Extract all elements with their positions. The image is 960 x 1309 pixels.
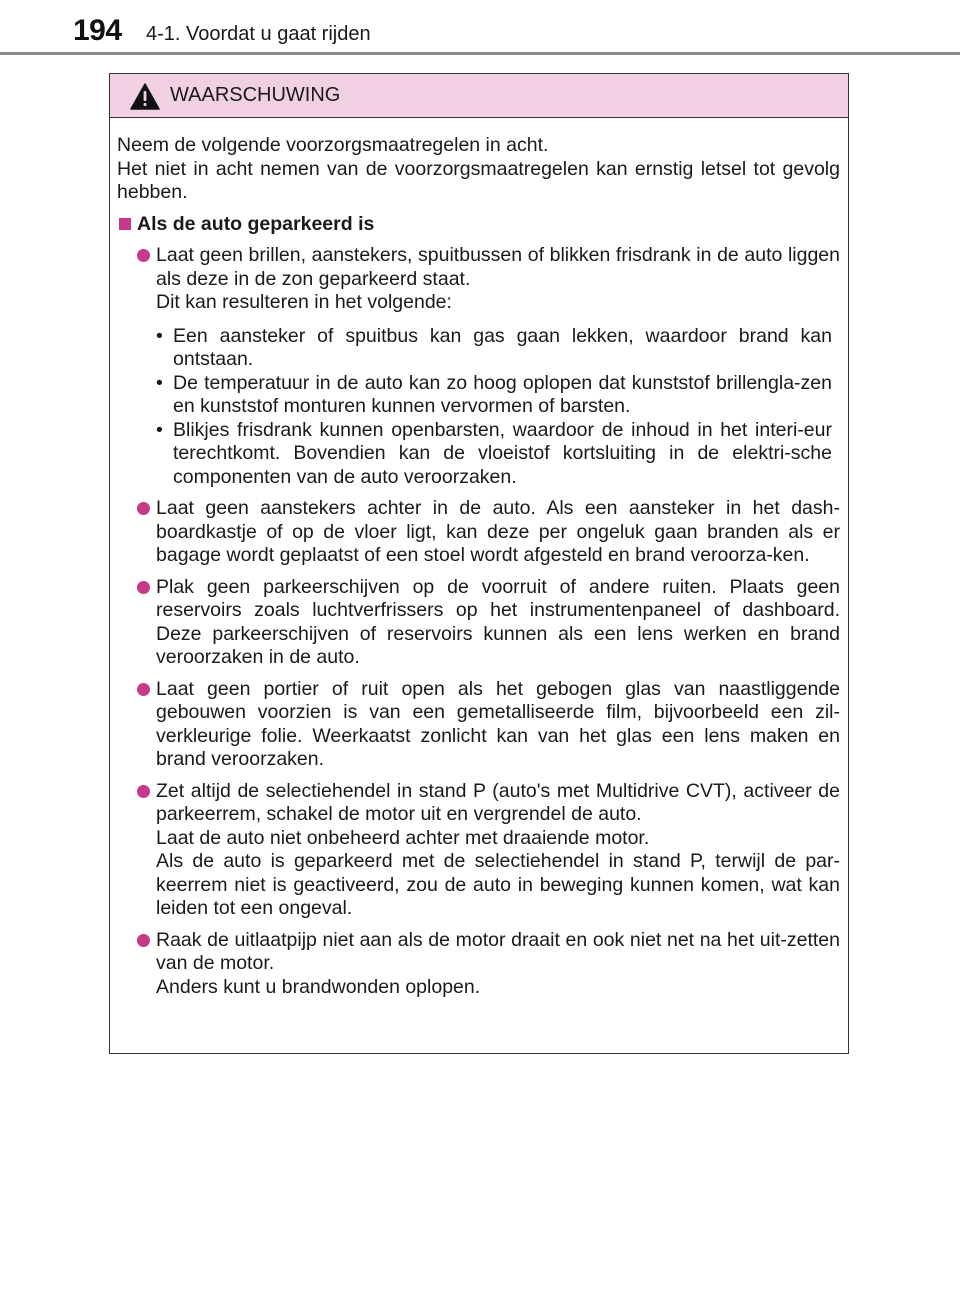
warning-intro: [117, 134, 840, 205]
intro-line: Het niet in acht nemen van de voorzorgsmaatregelen kan ernstig letsel tot gevolg hebben.: [117, 157, 840, 203]
round-bullet-icon: [137, 581, 150, 594]
item-paragraph: Dit kan resulteren in het volgende:: [156, 291, 452, 313]
small-bullet-icon: •: [156, 418, 163, 441]
round-bullet-icon: [137, 683, 150, 696]
round-bullet-icon: [137, 785, 150, 798]
list-item: [117, 929, 840, 1000]
small-bullet-icon: •: [156, 371, 163, 394]
item-paragraph: Zet altijd de selectiehendel in stand P (auto's met Multidrive CVT), activeer de parkeerrem, schakel de motor uit en vergrendel de auto.: [156, 779, 840, 825]
item-paragraph: Als de auto is geparkeerd met de selectiehendel in stand P, terwijl de par-keerrem niet is geactiveerd, zou de auto in beweging kunnen komen, wat kan leiden tot een ongeval.: [156, 850, 840, 919]
square-bullet-icon: [119, 218, 131, 230]
page-header: [0, 0, 960, 50]
sub-item-text: De temperatuur in de auto kan zo hoog oplopen dat kunststof brillengla-zen en kunststof monturen kunnen vervormen of barsten.: [173, 371, 832, 417]
sub-list: [156, 325, 840, 490]
round-bullet-icon: [137, 934, 150, 947]
item-paragraph: Anders kunt u brandwonden oplopen.: [156, 975, 481, 998]
item-paragraph: Laat geen brillen, aanstekers, spuitbussen of blikken frisdrank in de auto liggen als deze in de zon geparkeerd staat.: [156, 244, 840, 290]
list-item: [117, 576, 840, 670]
warning-title: WAARSCHUWING: [170, 84, 341, 106]
sub-list-item: [156, 372, 840, 419]
subheading: [117, 213, 840, 237]
page-number: 194: [73, 14, 122, 47]
intro-line: Neem de volgende voorzorgsmaatregelen in acht.: [117, 134, 549, 156]
sub-list-item: [156, 419, 840, 490]
item-paragraph: Laat geen aanstekers achter in de auto. Als een aansteker in het dash-boardkastje of op de vloer ligt, kan deze per ongeluk gaan branden als er bagage wordt geplaatst of een stoel wordt afgesteld en brand veroorza-ken.: [156, 497, 840, 566]
warning-body: [110, 118, 848, 999]
list-item: [117, 244, 840, 489]
list-item: [117, 678, 840, 772]
item-paragraph: Laat de auto niet onbeheerd achter met draaiende motor.: [156, 826, 650, 849]
subheading-text: Als de auto geparkeerd is: [137, 212, 375, 235]
sub-item-text: Blikjes frisdrank kunnen openbarsten, waardoor de inhoud in het interi-eur terechtkomt. Bovendien kan de vloeistof kortsluiting in de elektri-sche componenten van de auto veroorzaken.: [173, 418, 832, 488]
round-bullet-icon: [137, 502, 150, 515]
small-bullet-icon: •: [156, 324, 163, 347]
sub-item-text: Een aansteker of spuitbus kan gas gaan lekken, waardoor brand kan ontstaan.: [173, 324, 832, 370]
sub-list-item: [156, 325, 840, 372]
list-item: [117, 497, 840, 568]
warning-triangle-icon: [130, 83, 160, 110]
list-item: [117, 780, 840, 921]
item-paragraph: Laat geen portier of ruit open als het gebogen glas van naastliggende gebouwen voorzien is van een gemetalliseerde film, bijvoorbeeld een zil-verkleurige folie. Weerkaatst zonlicht kan van het glas een lens maken en brand veroorzaken.: [156, 677, 840, 770]
item-paragraph: Plak geen parkeerschijven op de voorruit of andere ruiten. Plaats geen reservoirs zoals luchtverfrissers op het instrumentenpaneel of dashboard. Deze parkeerschijven of reservoirs kunnen als een lens werken en brand veroorzaken in de auto.: [156, 575, 840, 668]
header-rule: [0, 52, 960, 55]
warning-box: [109, 73, 849, 1054]
item-paragraph: Raak de uitlaatpijp niet aan als de motor draait en ook niet net na het uit-zetten van de motor.: [156, 928, 840, 974]
warning-header: [110, 74, 848, 118]
section-title: 4-1. Voordat u gaat rijden: [146, 23, 371, 45]
round-bullet-icon: [137, 249, 150, 262]
